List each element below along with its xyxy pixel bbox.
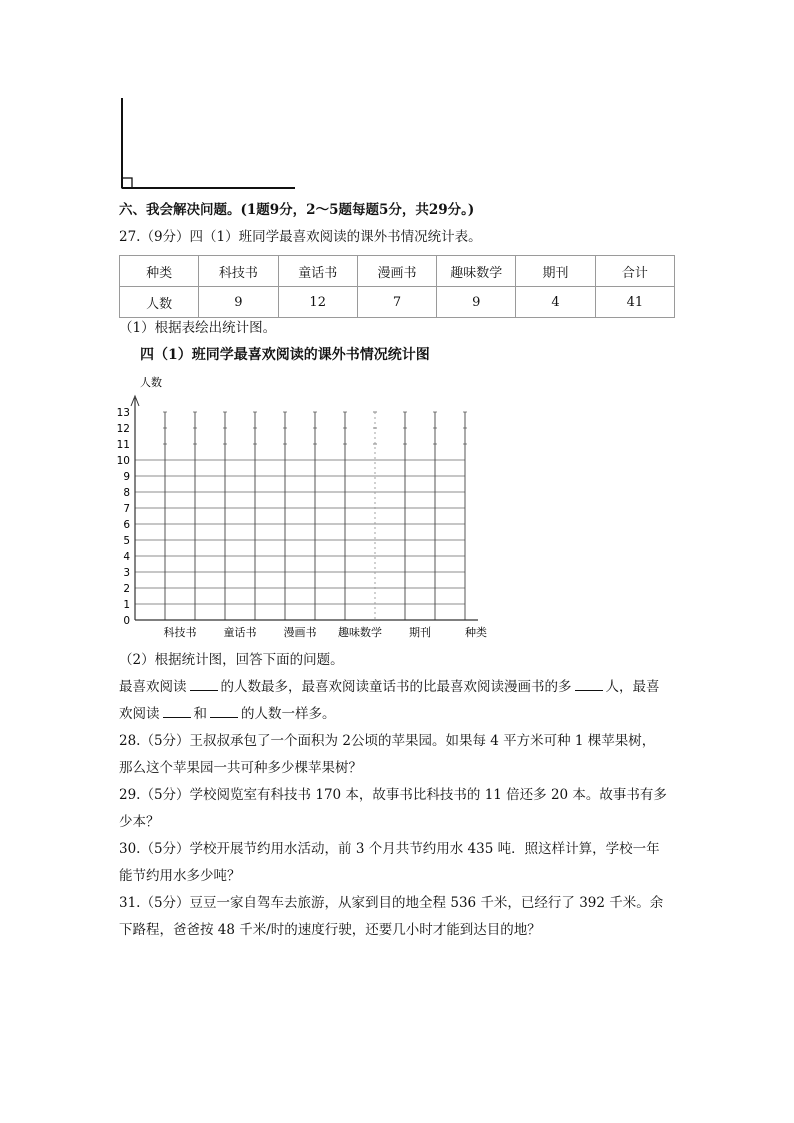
answer-blank[interactable]	[210, 705, 238, 718]
table-header-row	[120, 256, 675, 287]
answer-text: 的人数最多，最喜欢阅读童话书的比最喜欢阅读漫画书的多	[220, 679, 572, 695]
table-row-label: 人数	[120, 287, 199, 318]
table-header-cell: 种类	[120, 256, 199, 287]
chart-title: 四（1）班同学最喜欢阅读的课外书情况统计图	[140, 347, 430, 363]
table-header-cell: 期刊	[516, 256, 595, 287]
chart-category-lines	[165, 412, 465, 620]
table-row	[120, 287, 675, 318]
question-29-line2: 少本？	[119, 814, 160, 830]
y-tick-label: 12	[116, 423, 130, 435]
y-tick-label: 13	[116, 407, 130, 419]
table-header-cell: 合计	[595, 256, 674, 287]
question-27-part2: （2）根据统计图，回答下面的问题。	[119, 652, 344, 668]
table-cell: 9	[199, 287, 278, 318]
answer-line-2	[119, 703, 336, 725]
question-28-line2: 那么这个苹果园一共可种多少棵苹果树？	[119, 760, 362, 776]
y-tick-label: 11	[116, 439, 130, 451]
y-tick-label: 10	[116, 455, 130, 467]
section-heading: 六、我会解决问题。(1题9分，2～5题每题5分，共29分。)	[119, 202, 475, 218]
answer-blank[interactable]	[575, 678, 603, 691]
answer-text: 欢阅读	[119, 706, 160, 722]
x-tick-label: 漫画书	[283, 626, 317, 639]
y-tick-label: 0	[123, 615, 130, 627]
x-tick-label: 期刊	[409, 626, 431, 639]
question-30-line2: 能节约用水多少吨？	[119, 868, 241, 884]
question-28-line1: 28.（5分）王叔叔承包了一个面积为 2公顷的苹果园。如果每 4 平方米可种 1 棵苹果树，	[119, 733, 656, 749]
table-cell: 12	[278, 287, 357, 318]
chart-y-tick-labels	[117, 407, 131, 627]
y-tick-label: 9	[123, 471, 130, 483]
question-27-part1: （1）根据表绘出统计图。	[119, 320, 277, 336]
table-header-cell: 趣味数学	[437, 256, 516, 287]
table-header-cell: 漫画书	[357, 256, 436, 287]
x-tick-label: 趣味数学	[338, 626, 382, 639]
question-27-title: 27.（9分）四（1）班同学最喜欢阅读的课外书情况统计表。	[119, 229, 482, 245]
y-tick-label: 4	[123, 551, 130, 563]
question-31-line2: 下路程，爸爸按 48 千米/时的速度行驶，还要几小时才能到达目的地？	[119, 922, 541, 938]
y-tick-label: 1	[123, 599, 130, 611]
table-cell: 41	[595, 287, 674, 318]
x-tick-label: 童话书	[223, 626, 257, 639]
table-cell: 9	[437, 287, 516, 318]
right-angle-figure	[115, 95, 300, 195]
y-tick-label: 5	[123, 535, 130, 547]
x-axis-label: 种类	[465, 626, 487, 639]
answer-text: 的人数一样多。	[241, 706, 336, 722]
answer-text: 人，最喜	[605, 679, 660, 695]
answer-blank[interactable]	[190, 678, 218, 691]
y-tick-label: 2	[123, 583, 130, 595]
question-31-line1: 31.（5分）豆豆一家自驾车去旅游，从家到目的地全程 536 千米，已经行了 392 千米。余	[119, 895, 664, 911]
chart-gridlines	[135, 412, 467, 604]
y-axis-label: 人数	[140, 376, 162, 389]
stats-table	[119, 255, 675, 318]
y-tick-label: 6	[123, 519, 130, 531]
answer-line-1	[119, 676, 660, 698]
table-cell: 7	[357, 287, 436, 318]
x-tick-label: 科技书	[163, 626, 197, 639]
y-tick-label: 8	[123, 487, 130, 499]
question-29-line1: 29.（5分）学校阅览室有科技书 170 本，故事书比科技书的 11 倍还多 20 本。故事书有多	[119, 787, 667, 803]
answer-text: 最喜欢阅读	[119, 679, 187, 695]
table-cell: 4	[516, 287, 595, 318]
table-header-cell: 科技书	[199, 256, 278, 287]
bar-chart-grid	[110, 368, 510, 648]
table-header-cell: 童话书	[278, 256, 357, 287]
y-tick-label: 7	[123, 503, 130, 515]
answer-text: 和	[193, 706, 207, 722]
y-tick-label: 3	[123, 567, 130, 579]
answer-blank[interactable]	[163, 705, 191, 718]
chart-x-tick-labels	[164, 625, 432, 639]
question-30-line1: 30.（5分）学校开展节约用水活动，前 3 个月共节约用水 435 吨．照这样计算，学校一年	[119, 841, 660, 857]
